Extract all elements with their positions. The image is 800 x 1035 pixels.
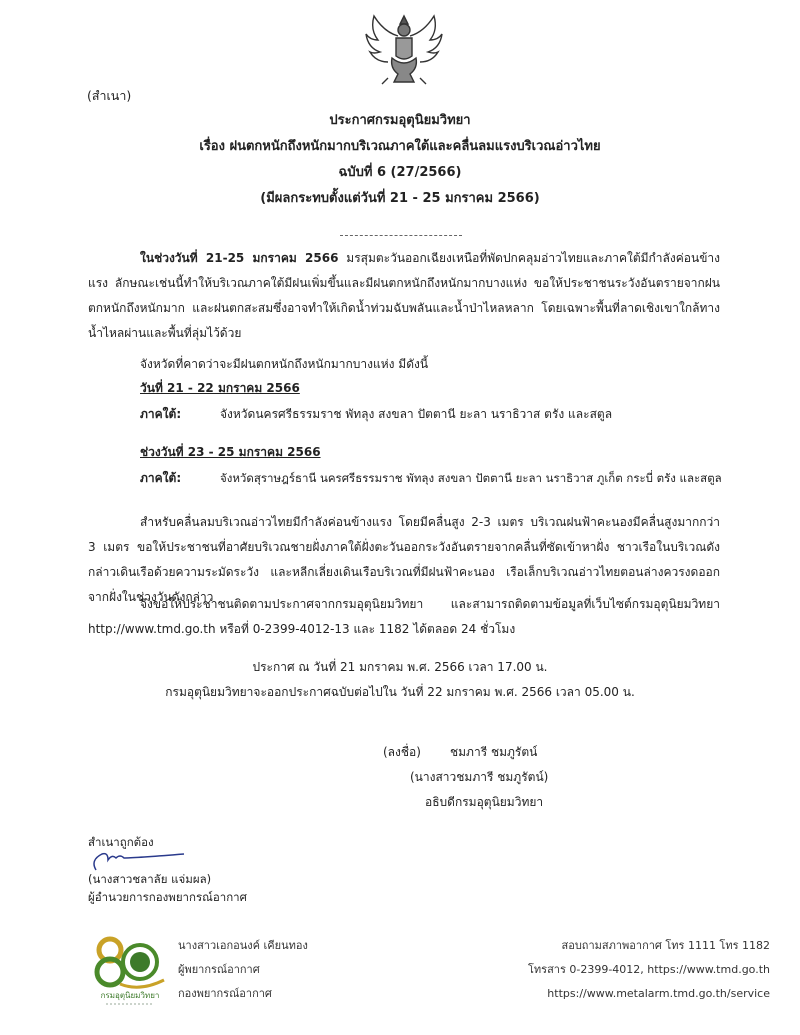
garuda-emblem-icon [358,8,450,86]
tmd-80th-anniversary-logo [90,932,170,1010]
signer-position: อธิบดีกรมอุตุนิยมวิทยา [425,795,544,809]
issue-number: ฉบับที่ 6 (27/2566) [338,165,462,180]
separator-line [340,235,462,236]
svg-text:กรมอุตุนิยมวิทยา: กรมอุตุนิยมวิทยา [100,991,160,1000]
period-2-provinces: จังหวัดสุราษฎร์ธานี นครศรีธรรมราช พัทลุง สงขลา ปัตตานี ยะลา นราธิวาส ภูเก็ต กระบี่ ตรัง และสตูล [220,471,722,485]
period-1-provinces: จังหวัดนครศรีธรรมราช พัทลุง สงขลา ปัตตานี ยะลา นราธิวาส ตรัง และสตูล [220,407,613,421]
service-link[interactable]: https://www.metalarm.tmd.go.th/service [547,987,770,1000]
effective-period: (มีผลกระทบตั้งแต่วันที่ 21 - 25 มกราคม 2566) [260,191,540,206]
certified-label: สำเนาถูกต้อง [88,835,154,849]
period-2-title: ช่วงวันที่ 23 - 25 มกราคม 2566 [140,445,321,459]
next-issue: กรมอุตุนิยมวิทยาจะออกประกาศฉบับต่อไปใน วันที่ 22 มกราคม พ.ศ. 2566 เวลา 05.00 น. [165,685,635,699]
provinces-intro: จังหวัดที่คาดว่าจะมีฝนตกหนักถึงหนักมากบางแห่ง มีดังนี้ [140,357,429,371]
forecaster-name: นางสาวเอกอนงค์ เคียนทอง [178,939,308,952]
certifier-name: (นางสาวชลาลัย แจ่มผล) [88,872,212,886]
period-1-title: วันที่ 21 - 22 มกราคม 2566 [140,381,300,395]
intro-text: มรสุมตะวันออกเฉียงเหนือที่พัดปกคลุมอ่าวไทยและภาคใต้มีกำลังค่อนข้างแรง ลักษณะเช่นนี้ทำให้บริเวณภาคใต้มีฝนเพิ่มขึ้นและมีฝนตกหนักถึงหนักมากบางแห่ง ขอให้ประชาชนระวังอันตรายจากฝนตกหนักถึงหนักมาก และฝนตกสะสมซึ่งอาจทำให้เกิดน้ำท่วมฉับพลันและน้ำป่าไหลหลาก โดยเฉพาะพื้นที่ลาดเชิงเขาใกล้ทางน้ำไหลผ่านและพื้นที่ลุ่มไว้ด้วย [88,251,720,340]
forecaster-role: ผู้พยากรณ์อากาศ [178,963,260,976]
announced-date: ประกาศ ณ วันที่ 21 มกราคม พ.ศ. 2566 เวลา 17.00 น. [252,660,548,674]
division-name: กองพยากรณ์อากาศ [178,987,272,1000]
signer-full-name: (นางสาวชมภารี ชมภูรัตน์) [410,770,549,784]
copy-label: (สำเนา) [87,88,132,103]
signed-name: ชมภารี ชมภูรัตน์ [450,745,538,759]
contact-fax-web[interactable]: โทรสาร 0-2399-4012, https://www.tmd.go.th [528,963,770,976]
agency-title: ประกาศกรมอุตุนิยมวิทยา [329,113,471,128]
contact-phone: สอบถามสภาพอากาศ โทร 1111 โทร 1182 [561,939,770,952]
certifier-position: ผู้อำนวยการกองพยากรณ์อากาศ [88,890,247,904]
period-2-region: ภาคใต้: [140,471,182,485]
waves-paragraph: สำหรับคลื่นลมบริเวณอ่าวไทยมีกำลังค่อนข้างแรง โดยมีคลื่นสูง 2-3 เมตร บริเวณฝนฟ้าคะนองมีคลื่นสูงมากกว่า 3 เมตร ขอให้ประชาชนที่อาศัยบริเวณชายฝั่งภาคใต้ฝั่งตะวันออกระวังอันตรายจากคลื่นที่ซัดเข้าหาฝั่ง ชาวเรือในบริเวณดังกล่าวเดินเรือด้วยความระมัดระวัง และหลีกเลี่ยงเดินเรือบริเวณที่มีฝนฟ้าคะนอง เรือเล็กบริเวณอ่าวไทยตอนล่างควรงดออกจากฝั่งในช่วงวันดังกล่าว [88,515,720,604]
period-1-region: ภาคใต้: [140,407,182,421]
follow-paragraph: จึงขอให้ประชาชนติดตามประกาศจากกรมอุตุนิยมวิทยา และสามารถติดตามข้อมูลที่เว็บไซต์กรมอุตุนิยมวิทยา http://www.tmd.go.th หรือที่ 0-2399-4012-13 และ 1182 ได้ตลอด 24 ชั่วโมง [88,597,720,636]
signed-label: (ลงชื่อ) [383,745,421,759]
subject-title: เรื่อง ฝนตกหนักถึงหนักมากบริเวณภาคใต้และคลื่นลมแรงบริเวณอ่าวไทย [199,139,601,154]
intro-lead: ในช่วงวันที่ 21-25 มกราคม 2566 [140,251,339,265]
intro-paragraph [88,246,720,346]
